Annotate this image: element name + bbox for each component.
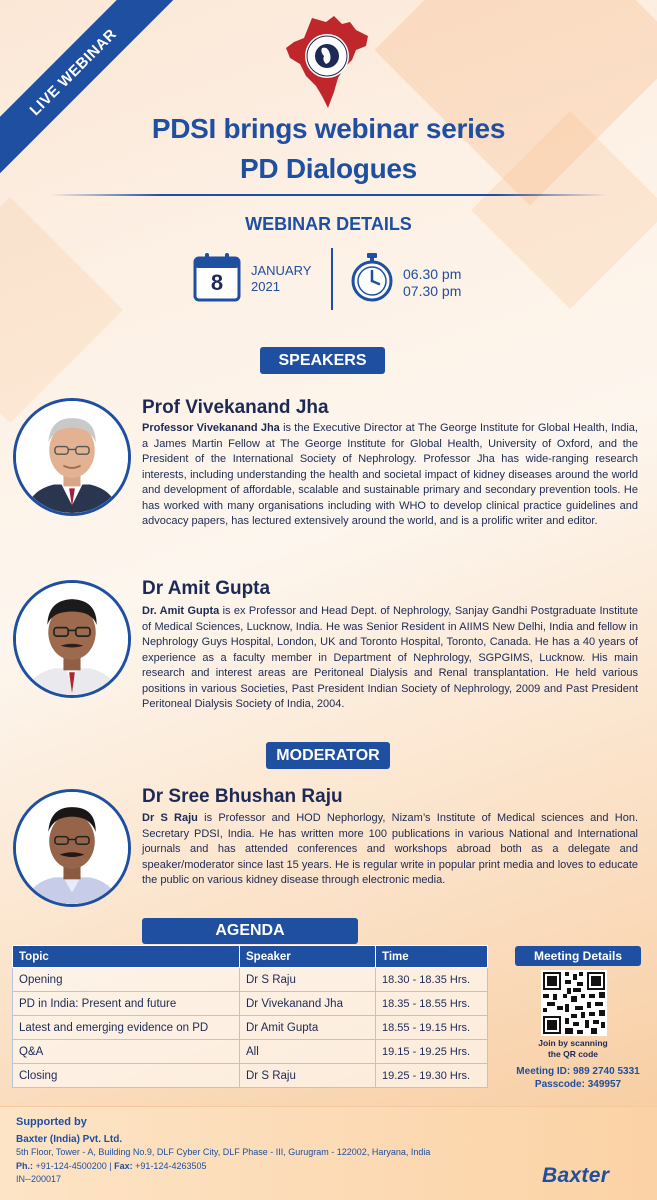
live-webinar-ribbon	[0, 0, 176, 175]
stopwatch-icon	[350, 251, 394, 303]
speaker-bio	[142, 421, 638, 530]
time-start: 06.30 pm	[403, 266, 462, 282]
table-row	[13, 968, 488, 992]
moderator-label: MODERATOR	[266, 742, 390, 769]
meeting-details-heading: Meeting Details	[515, 946, 641, 966]
moderator-bio-lead: Dr S Raju	[142, 812, 198, 824]
agenda-time: 19.15 - 19.25 Hrs.	[376, 1040, 488, 1064]
moderator-bio	[142, 811, 638, 889]
meeting-id: Meeting ID: 989 2740 5331	[516, 1066, 640, 1077]
table-row	[13, 1040, 488, 1064]
baxter-logo: Baxter	[542, 1164, 610, 1187]
moderator-photo-raju	[13, 789, 131, 907]
calendar-icon	[193, 252, 241, 302]
speaker-name: Prof Vivekanand Jha	[142, 397, 329, 418]
time-text	[403, 266, 461, 300]
fax-number: +91-124-4263505	[132, 1161, 207, 1171]
agenda-label: AGENDA	[142, 918, 358, 944]
table-row	[13, 992, 488, 1016]
agenda-topic: PD in India: Present and future	[13, 992, 240, 1016]
qr-code[interactable]	[541, 970, 607, 1036]
qr-caption-line2: the QR code	[547, 1049, 599, 1059]
speaker-bio-lead: Professor Vivekanand Jha	[142, 422, 280, 434]
time-end: 07.30 pm	[403, 283, 462, 299]
date-text	[251, 263, 311, 295]
agenda-speaker: Dr S Raju	[240, 968, 376, 992]
agenda-topic: Closing	[13, 1064, 240, 1088]
agenda-speaker: All	[240, 1040, 376, 1064]
qr-caption-line1: Join by scanning	[538, 1038, 608, 1048]
speaker-bio-lead: Dr. Amit Gupta	[142, 605, 220, 617]
meeting-info	[508, 1065, 648, 1091]
speaker-photo-gupta	[13, 580, 131, 698]
moderator-name: Dr Sree Bhushan Raju	[142, 786, 343, 807]
agenda-time: 18.30 - 18.35 Hrs.	[376, 968, 488, 992]
page-title: PDSI brings webinar series	[151, 113, 506, 144]
sponsor-address: 5th Floor, Tower - A, Building No.9, DLF Cyber City, DLF Phase - III, Gurugram - 122002, Haryana, India	[16, 1147, 431, 1157]
agenda-header-speaker: Speaker	[240, 946, 376, 968]
table-row	[13, 1016, 488, 1040]
webinar-details-heading: WEBINAR DETAILS	[245, 214, 412, 234]
footer	[0, 1106, 657, 1200]
qr-caption	[513, 1038, 633, 1060]
moderator-bio-text: is Professor and HOD Nephorlogy, Nizam’s Institute of Medical sciences and Hon. Secretary PDSI, India. He has written more 100 publications in various National and International journals and has attended conferences and workshops abroad both as a delegate and speaker/moderator since last 15 years. He is regular write in popular print media and loves to educate the public on various kidney disease through electronic media.	[142, 812, 638, 886]
speaker-bio	[142, 604, 638, 713]
speaker-name: Dr Amit Gupta	[142, 578, 271, 599]
agenda-table	[12, 945, 488, 1088]
page-subtitle: PD Dialogues	[240, 153, 417, 184]
ribbon-label: LIVE WEBINAR	[26, 25, 120, 119]
agenda-header-row	[13, 946, 488, 968]
phone-label: Ph.:	[16, 1161, 33, 1171]
phone-number: +91-124-4500200 |	[33, 1161, 115, 1171]
pdsi-logo	[282, 16, 374, 110]
agenda-speaker: Dr Amit Gupta	[240, 1016, 376, 1040]
agenda-header-topic: Topic	[13, 946, 240, 968]
agenda-header-time: Time	[376, 946, 488, 968]
date-year: 2021	[251, 279, 280, 294]
sponsor-contact	[16, 1161, 207, 1171]
speaker-bio-text: is the Executive Director at The George Institute for Global Health, India, a James Martin Fellow at The George Institute for Global Health, University of Oxford, and the President of the International Society of Nephrology. Professor Jha has wide-ranging research interests, including understanding the health and societal impact of kidney diseases around the world and development of affordable, scalable and sustainable primary and secondary prevention tools. He has worked with many organisations including with WHO to develop clinical practice guidelines and advocacy papers, has lectured extensively around the world, and is a prolific writer and editor.	[142, 422, 638, 527]
reference-code: IN--200017	[16, 1174, 62, 1184]
agenda-time: 18.35 - 18.55 Hrs.	[376, 992, 488, 1016]
agenda-time: 18.55 - 19.15 Hrs.	[376, 1016, 488, 1040]
fax-label: Fax:	[114, 1161, 133, 1171]
title-divider	[50, 194, 607, 196]
agenda-topic: Opening	[13, 968, 240, 992]
agenda-topic: Q&A	[13, 1040, 240, 1064]
speaker-photo-jha	[13, 398, 131, 516]
details-divider	[331, 248, 333, 310]
agenda-speaker: Dr Vivekanand Jha	[240, 992, 376, 1016]
date-month: JANUARY	[251, 263, 312, 278]
date-day: 8	[210, 270, 224, 295]
agenda-topic: Latest and emerging evidence on PD	[13, 1016, 240, 1040]
speakers-label: SPEAKERS	[260, 347, 385, 374]
agenda-time: 19.25 - 19.30 Hrs.	[376, 1064, 488, 1088]
table-row	[13, 1064, 488, 1088]
sponsor-company: Baxter (India) Pvt. Ltd.	[16, 1134, 123, 1145]
speaker-bio-text: is ex Professor and Head Dept. of Nephrology, Sanjay Gandhi Postgraduate Institute of Medical Sciences, Lucknow, India. He was Senior Resident in AIIMS New Delhi, India and fellow in Nephrology Guys Hospital, London, UK and Toronto Hospital, Toronto, Canada. He has a 40 years of experience as a faculty member in Department of Nephrology, SGPGIMS, Lucknow. His main research and interest areas are Peritoneal Dialysis and Renal transplantation. He held various positions in various Societies, Past President Indian Society of Nephrology, 2009 and Past President Peritoneal Dialysis Society of India, 2004.	[142, 605, 638, 710]
agenda-speaker: Dr S Raju	[240, 1064, 376, 1088]
meeting-passcode: Passcode: 349957	[534, 1079, 622, 1090]
supported-by-label: Supported by	[16, 1116, 87, 1128]
